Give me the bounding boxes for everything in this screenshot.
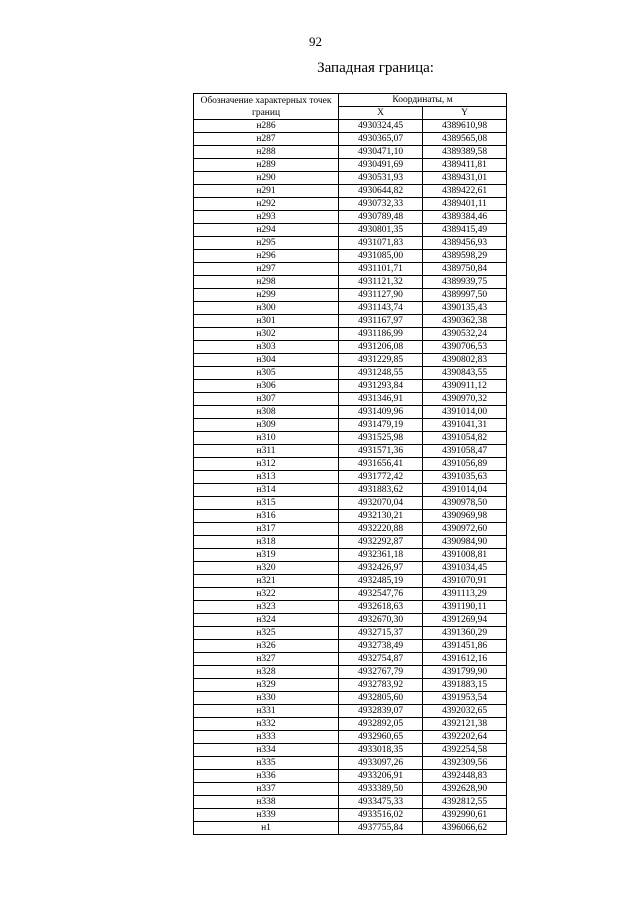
- point-name-cell: н316: [194, 510, 339, 523]
- point-name-cell: н287: [194, 133, 339, 146]
- point-name-cell: н309: [194, 419, 339, 432]
- y-coordinate-cell: 4391056,89: [423, 458, 507, 471]
- point-name-cell: н333: [194, 731, 339, 744]
- x-coordinate-cell: 4931293,84: [339, 380, 423, 393]
- x-coordinate-cell: 4931772,42: [339, 471, 423, 484]
- x-coordinate-cell: 4933389,50: [339, 783, 423, 796]
- x-coordinate-cell: 4932547,76: [339, 588, 423, 601]
- point-name-cell: н290: [194, 172, 339, 185]
- y-coordinate-cell: 4391451,86: [423, 640, 507, 653]
- x-coordinate-cell: 4937755,84: [339, 822, 423, 835]
- section-title: Западная граница:: [317, 60, 434, 76]
- y-coordinate-cell: 4391883,15: [423, 679, 507, 692]
- table-row: [194, 237, 507, 250]
- x-coordinate-cell: 4931085,00: [339, 250, 423, 263]
- point-name-cell: н289: [194, 159, 339, 172]
- x-coordinate-cell: 4930365,07: [339, 133, 423, 146]
- header-y: Y: [423, 107, 507, 120]
- x-coordinate-cell: 4932960,65: [339, 731, 423, 744]
- x-coordinate-cell: 4930471,10: [339, 146, 423, 159]
- y-coordinate-cell: 4391014,00: [423, 406, 507, 419]
- y-coordinate-cell: 4389598,29: [423, 250, 507, 263]
- x-coordinate-cell: 4931121,32: [339, 276, 423, 289]
- table-row: [194, 159, 507, 172]
- point-name-cell: н331: [194, 705, 339, 718]
- x-coordinate-cell: 4930801,35: [339, 224, 423, 237]
- x-coordinate-cell: 4931167,97: [339, 315, 423, 328]
- y-coordinate-cell: 4389415,49: [423, 224, 507, 237]
- table-row: [194, 432, 507, 445]
- x-coordinate-cell: 4932670,30: [339, 614, 423, 627]
- y-coordinate-cell: 4391054,82: [423, 432, 507, 445]
- table-row: [194, 731, 507, 744]
- y-coordinate-cell: 4389750,84: [423, 263, 507, 276]
- x-coordinate-cell: 4930789,48: [339, 211, 423, 224]
- x-coordinate-cell: 4932361,18: [339, 549, 423, 562]
- point-name-cell: н313: [194, 471, 339, 484]
- point-name-cell: н338: [194, 796, 339, 809]
- x-coordinate-cell: 4931101,71: [339, 263, 423, 276]
- table-header-row: [194, 94, 507, 107]
- y-coordinate-cell: 4390969,98: [423, 510, 507, 523]
- table-row: [194, 601, 507, 614]
- point-name-cell: н328: [194, 666, 339, 679]
- y-coordinate-cell: 4392254,58: [423, 744, 507, 757]
- table-row: [194, 549, 507, 562]
- point-name-cell: н327: [194, 653, 339, 666]
- table-row: [194, 770, 507, 783]
- table-row: [194, 250, 507, 263]
- coordinates-table: [193, 93, 507, 835]
- table-row: [194, 692, 507, 705]
- y-coordinate-cell: 4390984,90: [423, 536, 507, 549]
- x-coordinate-cell: 4930491,69: [339, 159, 423, 172]
- x-coordinate-cell: 4931229,85: [339, 354, 423, 367]
- point-name-cell: н305: [194, 367, 339, 380]
- y-coordinate-cell: 4392628,90: [423, 783, 507, 796]
- y-coordinate-cell: 4392032,65: [423, 705, 507, 718]
- x-coordinate-cell: 4932220,88: [339, 523, 423, 536]
- point-name-cell: н320: [194, 562, 339, 575]
- point-name-cell: н330: [194, 692, 339, 705]
- point-name-cell: н326: [194, 640, 339, 653]
- point-name-cell: н297: [194, 263, 339, 276]
- point-name-cell: н301: [194, 315, 339, 328]
- x-coordinate-cell: 4931346,91: [339, 393, 423, 406]
- x-coordinate-cell: 4932715,37: [339, 627, 423, 640]
- point-name-cell: н304: [194, 354, 339, 367]
- x-coordinate-cell: 4931656,41: [339, 458, 423, 471]
- x-coordinate-cell: 4932805,60: [339, 692, 423, 705]
- x-coordinate-cell: 4932839,07: [339, 705, 423, 718]
- point-name-cell: н336: [194, 770, 339, 783]
- y-coordinate-cell: 4391113,29: [423, 588, 507, 601]
- y-coordinate-cell: 4390135,43: [423, 302, 507, 315]
- x-coordinate-cell: 4932767,79: [339, 666, 423, 679]
- table-row: [194, 198, 507, 211]
- point-name-cell: н1: [194, 822, 339, 835]
- table-row: [194, 328, 507, 341]
- table-row: [194, 211, 507, 224]
- point-name-cell: н308: [194, 406, 339, 419]
- point-name-cell: н312: [194, 458, 339, 471]
- table-row: [194, 341, 507, 354]
- table-row: [194, 822, 507, 835]
- table-row: [194, 393, 507, 406]
- table-row: [194, 133, 507, 146]
- x-coordinate-cell: 4931071,83: [339, 237, 423, 250]
- x-coordinate-cell: 4933475,33: [339, 796, 423, 809]
- x-coordinate-cell: 4930644,82: [339, 185, 423, 198]
- table-row: [194, 588, 507, 601]
- table-row: [194, 705, 507, 718]
- point-name-cell: н311: [194, 445, 339, 458]
- point-name-cell: н286: [194, 120, 339, 133]
- x-coordinate-cell: 4932130,21: [339, 510, 423, 523]
- x-coordinate-cell: 4932070,04: [339, 497, 423, 510]
- table-row: [194, 614, 507, 627]
- x-coordinate-cell: 4931206,08: [339, 341, 423, 354]
- x-coordinate-cell: 4933018,35: [339, 744, 423, 757]
- table-row: [194, 172, 507, 185]
- table-row: [194, 718, 507, 731]
- x-coordinate-cell: 4931143,74: [339, 302, 423, 315]
- point-name-cell: н337: [194, 783, 339, 796]
- point-name-cell: н334: [194, 744, 339, 757]
- table-row: [194, 263, 507, 276]
- y-coordinate-cell: 4392448,83: [423, 770, 507, 783]
- point-name-cell: н294: [194, 224, 339, 237]
- x-coordinate-cell: 4932738,49: [339, 640, 423, 653]
- header-x: X: [339, 107, 423, 120]
- table-row: [194, 497, 507, 510]
- y-coordinate-cell: 4389401,11: [423, 198, 507, 211]
- table-row: [194, 653, 507, 666]
- y-coordinate-cell: 4391953,54: [423, 692, 507, 705]
- y-coordinate-cell: 4391014,04: [423, 484, 507, 497]
- point-name-cell: н339: [194, 809, 339, 822]
- table-row: [194, 796, 507, 809]
- point-name-cell: н329: [194, 679, 339, 692]
- table-row: [194, 185, 507, 198]
- y-coordinate-cell: 4389456,93: [423, 237, 507, 250]
- table-row: [194, 562, 507, 575]
- y-coordinate-cell: 4389384,46: [423, 211, 507, 224]
- y-coordinate-cell: 4392309,56: [423, 757, 507, 770]
- table-row: [194, 575, 507, 588]
- point-name-cell: н317: [194, 523, 339, 536]
- x-coordinate-cell: 4931186,99: [339, 328, 423, 341]
- table-row: [194, 523, 507, 536]
- table-row: [194, 419, 507, 432]
- x-coordinate-cell: 4930732,33: [339, 198, 423, 211]
- y-coordinate-cell: 4389997,50: [423, 289, 507, 302]
- x-coordinate-cell: 4933516,02: [339, 809, 423, 822]
- point-name-cell: н299: [194, 289, 339, 302]
- y-coordinate-cell: 4391070,91: [423, 575, 507, 588]
- x-coordinate-cell: 4931127,90: [339, 289, 423, 302]
- point-name-cell: н319: [194, 549, 339, 562]
- y-coordinate-cell: 4391799,90: [423, 666, 507, 679]
- table-row: [194, 120, 507, 133]
- x-coordinate-cell: 4932426,97: [339, 562, 423, 575]
- table-row: [194, 354, 507, 367]
- x-coordinate-cell: 4932783,92: [339, 679, 423, 692]
- y-coordinate-cell: 4391041,31: [423, 419, 507, 432]
- x-coordinate-cell: 4932618,63: [339, 601, 423, 614]
- x-coordinate-cell: 4931409,96: [339, 406, 423, 419]
- y-coordinate-cell: 4390362,38: [423, 315, 507, 328]
- point-name-cell: н335: [194, 757, 339, 770]
- point-name-cell: н302: [194, 328, 339, 341]
- table-row: [194, 536, 507, 549]
- table-row: [194, 380, 507, 393]
- header-coordinates: Координаты, м: [339, 94, 507, 107]
- y-coordinate-cell: 4391058,47: [423, 445, 507, 458]
- table-row: [194, 640, 507, 653]
- point-name-cell: н295: [194, 237, 339, 250]
- y-coordinate-cell: 4392990,61: [423, 809, 507, 822]
- table-row: [194, 406, 507, 419]
- point-name-cell: н293: [194, 211, 339, 224]
- y-coordinate-cell: 4391360,29: [423, 627, 507, 640]
- point-name-cell: н300: [194, 302, 339, 315]
- y-coordinate-cell: 4391034,45: [423, 562, 507, 575]
- y-coordinate-cell: 4391612,16: [423, 653, 507, 666]
- page-number: 92: [309, 34, 322, 49]
- header-point-designation: Обозначение характерных точек границ: [194, 94, 339, 120]
- point-name-cell: н291: [194, 185, 339, 198]
- point-name-cell: н310: [194, 432, 339, 445]
- table-row: [194, 679, 507, 692]
- point-name-cell: н318: [194, 536, 339, 549]
- x-coordinate-cell: 4931571,36: [339, 445, 423, 458]
- x-coordinate-cell: 4933097,26: [339, 757, 423, 770]
- table-body: [194, 120, 507, 835]
- table-row: [194, 757, 507, 770]
- y-coordinate-cell: 4390802,83: [423, 354, 507, 367]
- table-row: [194, 783, 507, 796]
- point-name-cell: н292: [194, 198, 339, 211]
- y-coordinate-cell: 4396066,62: [423, 822, 507, 835]
- table-row: [194, 302, 507, 315]
- table-row: [194, 809, 507, 822]
- y-coordinate-cell: 4392812,55: [423, 796, 507, 809]
- point-name-cell: н323: [194, 601, 339, 614]
- x-coordinate-cell: 4930324,45: [339, 120, 423, 133]
- point-name-cell: н325: [194, 627, 339, 640]
- table-row: [194, 289, 507, 302]
- y-coordinate-cell: 4390532,24: [423, 328, 507, 341]
- table-row: [194, 458, 507, 471]
- x-coordinate-cell: 4931248,55: [339, 367, 423, 380]
- y-coordinate-cell: 4389610,98: [423, 120, 507, 133]
- point-name-cell: н322: [194, 588, 339, 601]
- table-row: [194, 666, 507, 679]
- y-coordinate-cell: 4389411,81: [423, 159, 507, 172]
- y-coordinate-cell: 4391190,11: [423, 601, 507, 614]
- x-coordinate-cell: 4932892,05: [339, 718, 423, 731]
- y-coordinate-cell: 4389422,61: [423, 185, 507, 198]
- point-name-cell: н324: [194, 614, 339, 627]
- y-coordinate-cell: 4389565,08: [423, 133, 507, 146]
- x-coordinate-cell: 4931525,98: [339, 432, 423, 445]
- table-row: [194, 744, 507, 757]
- x-coordinate-cell: 4932292,87: [339, 536, 423, 549]
- point-name-cell: н307: [194, 393, 339, 406]
- point-name-cell: н303: [194, 341, 339, 354]
- y-coordinate-cell: 4391035,63: [423, 471, 507, 484]
- x-coordinate-cell: 4933206,91: [339, 770, 423, 783]
- table-row: [194, 445, 507, 458]
- y-coordinate-cell: 4392121,38: [423, 718, 507, 731]
- table-row: [194, 484, 507, 497]
- table-row: [194, 146, 507, 159]
- point-name-cell: н315: [194, 497, 339, 510]
- x-coordinate-cell: 4931883,62: [339, 484, 423, 497]
- table-row: [194, 315, 507, 328]
- point-name-cell: н306: [194, 380, 339, 393]
- point-name-cell: н321: [194, 575, 339, 588]
- point-name-cell: н314: [194, 484, 339, 497]
- y-coordinate-cell: 4389939,75: [423, 276, 507, 289]
- table-row: [194, 471, 507, 484]
- y-coordinate-cell: 4391269,94: [423, 614, 507, 627]
- point-name-cell: н332: [194, 718, 339, 731]
- y-coordinate-cell: 4392202,64: [423, 731, 507, 744]
- point-name-cell: н296: [194, 250, 339, 263]
- table-row: [194, 224, 507, 237]
- y-coordinate-cell: 4390911,12: [423, 380, 507, 393]
- x-coordinate-cell: 4931479,19: [339, 419, 423, 432]
- x-coordinate-cell: 4932485,19: [339, 575, 423, 588]
- y-coordinate-cell: 4390970,32: [423, 393, 507, 406]
- table-row: [194, 510, 507, 523]
- x-coordinate-cell: 4930531,93: [339, 172, 423, 185]
- y-coordinate-cell: 4389389,58: [423, 146, 507, 159]
- y-coordinate-cell: 4390978,50: [423, 497, 507, 510]
- y-coordinate-cell: 4391008,81: [423, 549, 507, 562]
- point-name-cell: н288: [194, 146, 339, 159]
- y-coordinate-cell: 4390843,55: [423, 367, 507, 380]
- table-row: [194, 367, 507, 380]
- table-row: [194, 276, 507, 289]
- table-row: [194, 627, 507, 640]
- point-name-cell: н298: [194, 276, 339, 289]
- y-coordinate-cell: 4390972,60: [423, 523, 507, 536]
- y-coordinate-cell: 4390706,53: [423, 341, 507, 354]
- y-coordinate-cell: 4389431,01: [423, 172, 507, 185]
- x-coordinate-cell: 4932754,87: [339, 653, 423, 666]
